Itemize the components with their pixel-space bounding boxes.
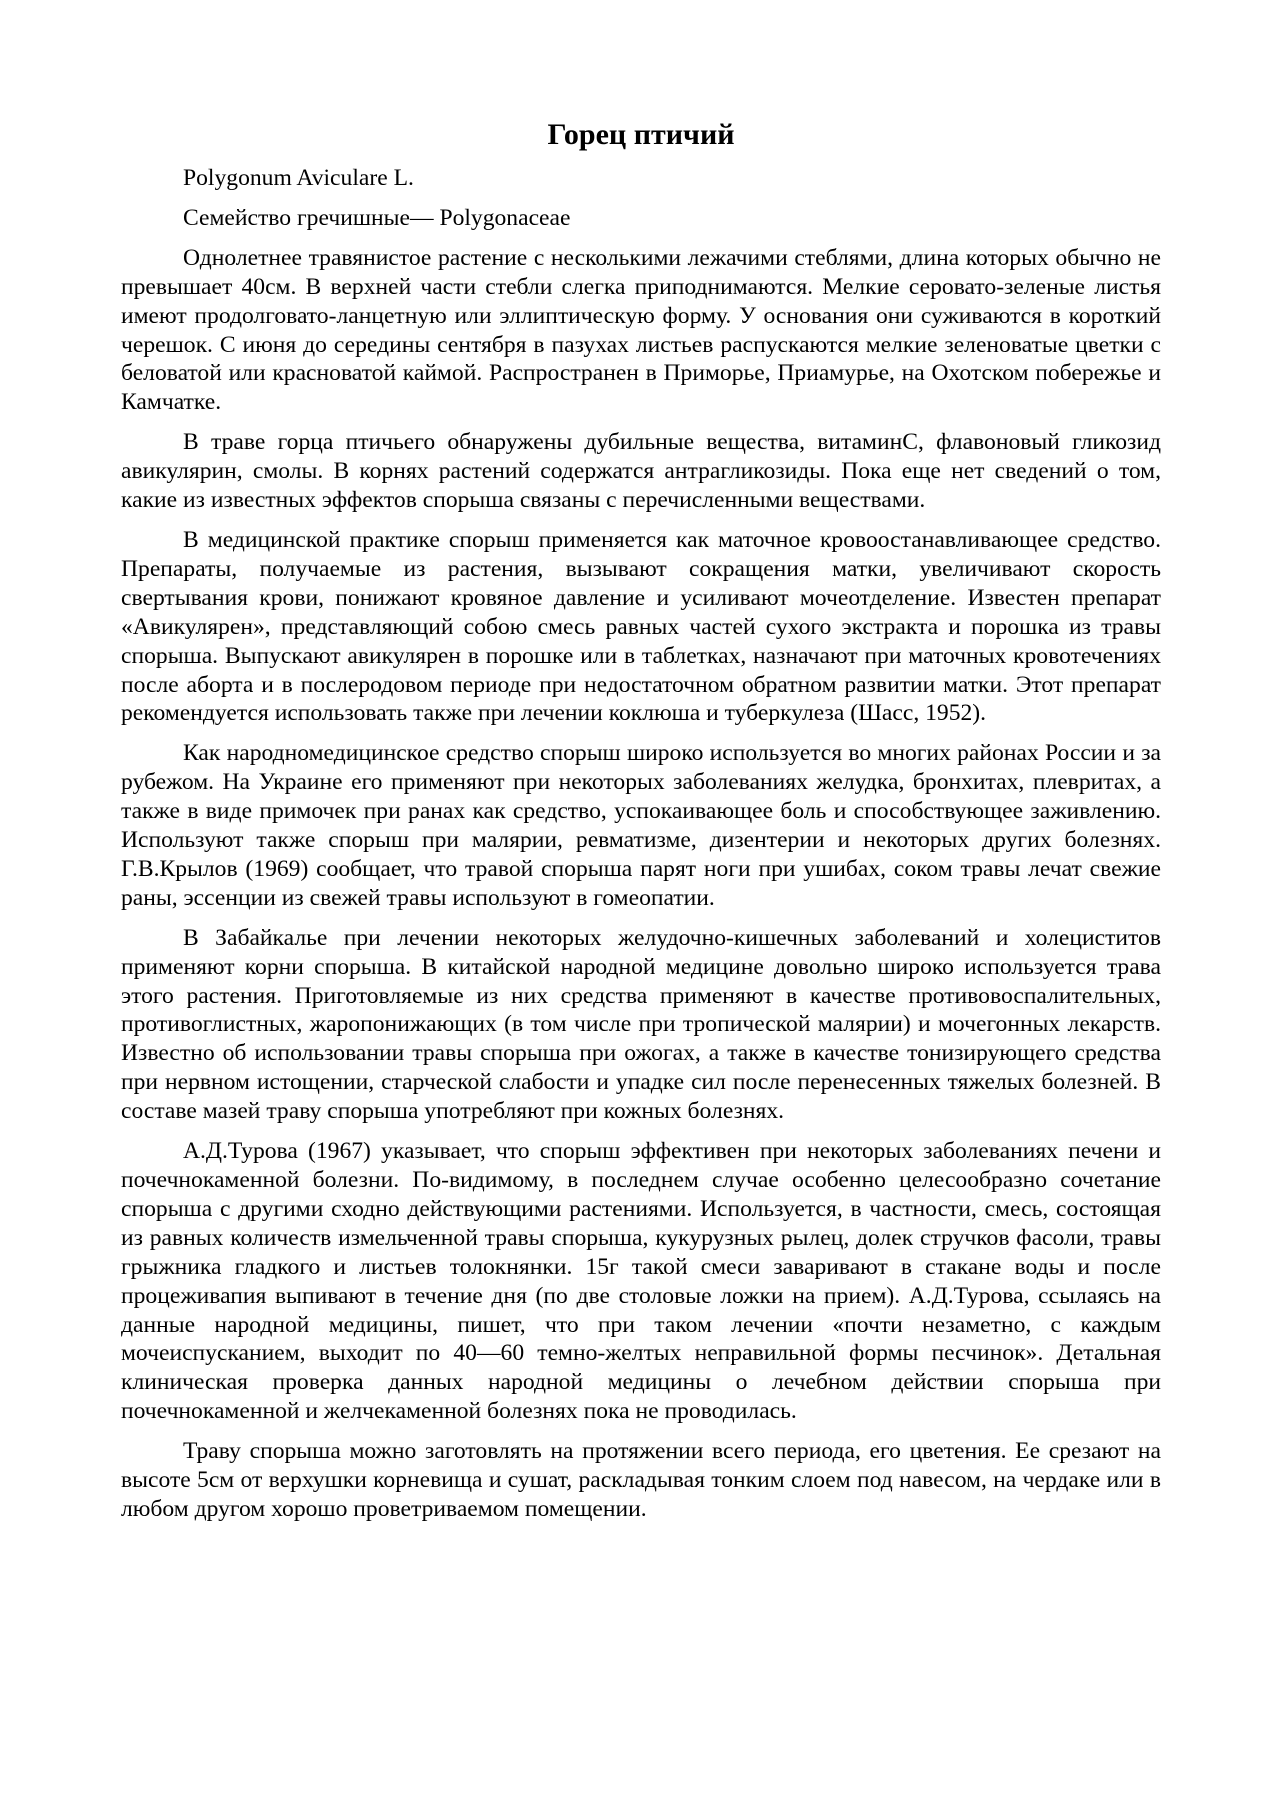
paragraph-harvesting: Траву спорыша можно заготовлять на протяжении всего периода, его цветения. Ее срезают на высоте 5см от верхушки корневища и сушат, раскладывая тонким слоем под навесом, на чердаке или в любом другом хорошо проветриваемом помещении. <box>121 1438 1161 1522</box>
document-title: Горец птичий <box>547 118 735 151</box>
paragraph-medical-practice: В медицинской практике спорыш применяется как маточное кровоостанавливающее средство. Препараты, получаемые из растения, вызывают сокращения матки, увеличивают скорость свертывания крови, понижают кровяное давление и усиливают мочеотделение. Известен препарат «Авикулярен», представляющий собою смесь равных частей сухого экстракта и порошка из травы спорыша. Выпускают авикулярен в порошке или в таблетках, назначают при маточных кровотечениях после аборта и в послеродовом периоде при недостаточном обратном развитии матки. Этот препарат рекомендуется использовать также при лечении коклюша и туберкулеза (Шасс, 1952). <box>121 526 1161 727</box>
latin-name: Polygonum Aviculare L. <box>183 165 414 191</box>
paragraph-folk-medicine: Как народномедицинское средство спорыш широко используется во многих районах России и за рубежом. На Украине его применяют при некоторых заболеваниях желудка, бронхитах, плевритах, а также в виде примочек при ранах как средство, успокаивающее боль и способствующее заживлению. Используют также спорыш при малярии, ревматизме, дизентерии и некоторых других болезнях. Г.В.Крылов (1969) сообщает, что травой спорыша парят ноги при ушибах, соком травы лечат свежие раны, эссенции из свежей травы используют в гомеопатии. <box>121 740 1161 911</box>
paragraph-turova: А.Д.Турова (1967) указывает, что спорыш эффективен при некоторых заболеваниях печени и почечнокаменной болезни. По-видимому, в последнем случае особенно целесообразно сочетание спорыша с другими сходно действующими растениями. Используется, в частности, смесь, состоящая из равных количеств измельченной травы спорыша, кукурузных рылец, долек стручков фасоли, травы грыжника гладкого и листьев толокнянки. 15г такой смеси заваривают в стакане воды и после процеживапия выпивают в течение дня (по две столовые ложки на прием). А.Д.Турова, ссылаясь на данные народной медицины, пишет, что при таком лечении «почти незаметно, с каждым мочеиспусканием, выходит по 40—60 темно-желтых неправильной формы песчинок». Детальная клиническая проверка данных народной медицины о лечебном действии спорыша при почечнокаменной и желчекаменной болезнях пока не проводилась. <box>121 1138 1161 1425</box>
paragraph-composition: В траве горца птичьего обнаружены дубильные вещества, витаминС, флавоновый гликозид авикулярин, смолы. В корнях растений содержатся антрагликозиды. Пока еще нет сведений о том, какие из известных эффектов спорыша связаны с перечисленными веществами. <box>121 429 1161 514</box>
plant-family: Семейство гречишные— Polygonaceae <box>183 204 571 231</box>
document-body <box>121 118 1161 1535</box>
paragraph-description: Однолетнее травянистое растение с несколькими лежачими стеблями, длина которых обычно не превышает 40см. В верхней части стебли слегка приподнимаются. Мелкие серовато-зеленые листья имеют продолговато-ланцетную или эллиптическую форму. У основания они суживаются в короткий черешок. С июня до середины сентября в пазухах листьев распускаются мелкие зеленоватые цветки с беловатой или красноватой каймой. Распространен в Приморье, Приамурье, на Охотском побережье и Камчатке. <box>121 244 1161 416</box>
paragraph-transbaikalia-china: В Забайкалье при лечении некоторых желудочно-кишечных заболеваний и холециститов применяют корни спорыша. В китайской народной медицине довольно широко используется трава этого растения. Приготовляемые из них средства применяют в качестве противовоспалительных, противоглистных, жаропонижающих (в том числе при тропической малярии) и мочегонных лекарств. Известно об использовании травы спорыша при ожогах, а также в качестве тонизирующего средства при нервном истощении, старческой слабости и упадке сил после перенесенных тяжелых болезней. В составе мазей траву спорыша употребляют при кожных болезнях. <box>121 924 1161 1125</box>
